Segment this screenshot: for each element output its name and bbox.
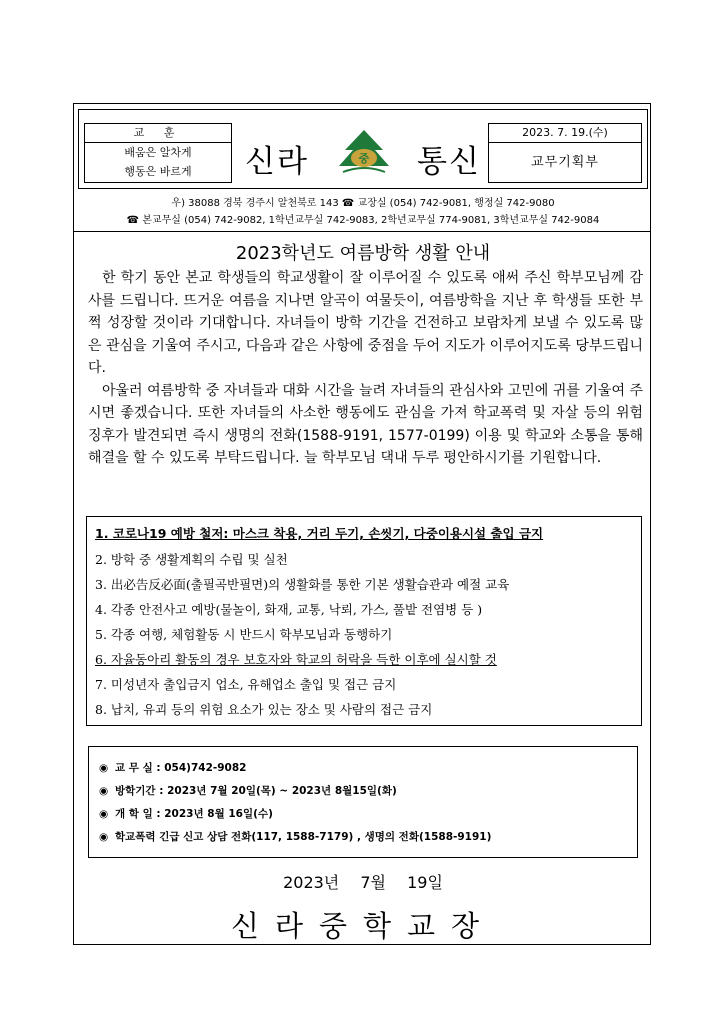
newsletter-page bbox=[73, 103, 651, 945]
signature-date bbox=[74, 870, 652, 893]
info-text: 학교폭력 긴급 신고 상담 전화(117, 1588-7179) , 생명의 전화(1588-9191) bbox=[115, 831, 492, 843]
bullet-icon: ◉ bbox=[99, 785, 109, 797]
info-row bbox=[99, 760, 246, 775]
sign-month: 7월 bbox=[360, 873, 386, 892]
paragraph-1: 한 학기 동안 본교 학생들의 학교생활이 잘 이루어질 수 있도록 애써 주신 학부모님께 감사를 드립니다. 뜨거운 여름을 지나면 알곡이 여물듯이, 여름방학을 지난 후 학생들 또한 부쩍 성장할 것이라 기대합니다. 자녀들이 방학 기간을 건전하고 보람차게 보낼 수 있도록 많은 관심을 기울여 주시고, 다음과 같은 사항에 중점을 두어 지도가 이루어지도록 당부드립니다. bbox=[88, 270, 643, 376]
info-text: 방학기간 : 2023년 7월 20일(목) ~ 2023년 8월15일(화) bbox=[115, 785, 397, 797]
motto-title: 교 훈 bbox=[85, 124, 231, 143]
guideline-item: 2. 방학 중 생활계획의 수립 및 실천 bbox=[95, 552, 288, 567]
guideline-item: 3. 出必告反必面(출필곡반필면)의 생활화를 통한 기본 생활습관과 예절 교육 bbox=[95, 577, 510, 592]
motto-line-1: 배움은 알차게 bbox=[124, 146, 192, 159]
info-text: 개 학 일 : 2023년 8월 16일(수) bbox=[115, 808, 273, 820]
info-row bbox=[99, 806, 273, 821]
contact-line-1: 우) 38088 경북 경주시 알천북로 143 ☎ 교장실 (054) 742-9081, 행정실 742-9080 bbox=[171, 198, 555, 209]
guideline-item: 7. 미성년자 출입금지 업소, 유해업소 출입 및 접근 금지 bbox=[95, 677, 397, 692]
brand-right-text: 통신 bbox=[417, 144, 481, 180]
bullet-icon: ◉ bbox=[99, 831, 109, 843]
department: 교무기획부 bbox=[531, 155, 599, 170]
bullet-icon: ◉ bbox=[99, 808, 109, 820]
info-box bbox=[88, 746, 638, 858]
guideline-item: 8. 납치, 유괴 등의 위험 요소가 있는 장소 및 사람의 접근 금지 bbox=[95, 702, 433, 717]
masthead bbox=[78, 109, 648, 189]
info-row bbox=[99, 783, 397, 798]
motto-line-2: 행동은 바르게 bbox=[124, 165, 192, 178]
sign-day: 19일 bbox=[407, 873, 443, 892]
guideline-item: 1. 코로나19 예방 철저: 마스크 착용, 거리 두기, 손씻기, 다중이용시설 출입 금지 bbox=[95, 526, 544, 541]
issue-date: 2023. 7. 19.(수) bbox=[489, 124, 641, 143]
bullet-icon: ◉ bbox=[99, 762, 109, 774]
school-motto-box bbox=[84, 123, 232, 183]
brand-left-text: 신라 bbox=[245, 144, 309, 180]
guideline-list bbox=[86, 516, 642, 726]
paragraph-2: 아울러 여름방학 중 자녀들과 대화 시간을 늘려 자녀들의 관심사와 고민에 귀를 기울여 주시면 좋겠습니다. 또한 자녀들의 사소한 행동에도 관심을 가져 학교폭력 및 자살 등의 위험 징후가 발견되면 즉시 생명의 전화(1588-9191, 1577-0199) 이용 및 학교와 소통을 통해 해결을 할 수 있도록 부탁드립니다. 늘 학부모님 댁내 두루 평안하시기를 기원합니다. bbox=[88, 382, 643, 466]
info-text: 교 무 실 : 054)742-9082 bbox=[115, 762, 247, 774]
school-emblem-icon bbox=[331, 128, 397, 178]
letter-body bbox=[88, 267, 643, 470]
principal-signature: 신라중학교장 bbox=[230, 909, 496, 943]
divider bbox=[74, 231, 650, 232]
guideline-item: 5. 각종 여행, 체험활동 시 반드시 학부모님과 동행하기 bbox=[95, 627, 393, 642]
sign-year: 2023년 bbox=[283, 873, 340, 892]
guideline-item: 6. 자율동아리 활동의 경우 보호자와 학교의 허락을 득한 이후에 실시할 것 bbox=[95, 652, 497, 667]
contact-line-2: ☎ 본교무실 (054) 742-9082, 1학년교무실 742-9083, 2학년교무실 774-9081, 3학년교무실 742-9084 bbox=[126, 215, 600, 226]
newsletter-brand bbox=[245, 128, 485, 178]
info-row bbox=[99, 829, 491, 844]
issue-info-box bbox=[488, 123, 642, 183]
guideline-item: 4. 각종 안전사고 예방(물놀이, 화재, 교통, 낙뢰, 가스, 풀밭 전염병 등 ) bbox=[95, 602, 483, 617]
document-title: 2023학년도 여름방학 생활 안내 bbox=[235, 243, 491, 264]
emblem-char: 중 bbox=[358, 152, 370, 165]
